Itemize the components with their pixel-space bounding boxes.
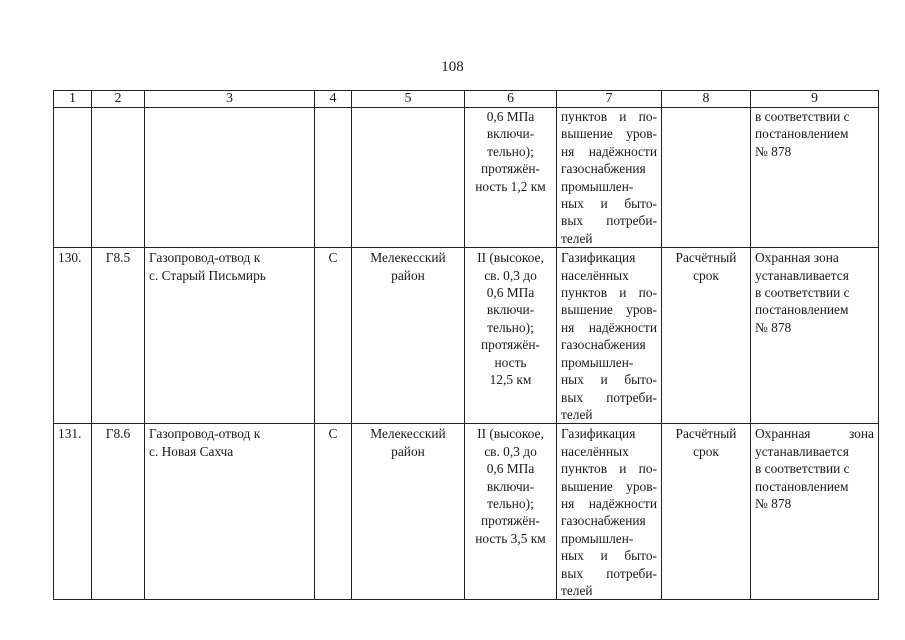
text-line: телей [561,230,593,246]
text-line: № 878 [755,495,792,511]
text-line: вышение уров- [561,302,657,318]
gas-pipeline-table [53,90,879,600]
column-header: 2 [92,91,145,108]
text-line: постановлением [755,302,849,318]
text-line: ность 1,2 км [475,178,546,194]
text-line: постановлением [755,126,849,142]
text-line: вых потреби- [561,213,657,229]
row-number-cell: 130. [54,248,92,424]
text-line: тельно); [487,495,534,511]
text-line: пунктов и по- [561,461,657,477]
text-line: Расчётный [675,426,737,442]
object-type-cell: С [315,424,352,600]
text-line: срок [693,443,719,459]
text-line: населённых [561,267,629,283]
text-line: вышение уров- [561,478,657,494]
text-line: устанавливается [755,267,849,283]
text-line: тельно); [487,319,534,335]
object-code-cell: Г8.5 [92,248,145,424]
column-header-row [54,91,879,108]
object-name-cell [145,248,315,424]
object-code-cell: Г8.6 [92,424,145,600]
purpose-cell [557,248,662,424]
text-line: с. Старый Письмирь [149,267,266,283]
text-line: срок [693,267,719,283]
column-header: 8 [662,91,751,108]
text-line: ных и быто- [561,196,657,212]
text-line: тельно); [487,143,534,159]
text-line: в соответствии с [755,285,850,301]
text-line: II (высокое, [477,250,544,266]
text-line: в соответствии с [755,461,850,477]
text-line: № 878 [755,319,792,335]
text-line: газоснабжения [561,161,646,177]
row-number-cell: 131. [54,424,92,600]
column-header: 1 [54,91,92,108]
column-header: 6 [465,91,557,108]
text-line: устанавливается [755,443,849,459]
text-line: протяжён- [480,161,541,177]
empty-cell [315,108,352,248]
text-line: Газификация [561,426,636,442]
text-line: пунктов и по- [561,109,657,124]
text-line: Газопровод-отвод к [149,250,261,266]
text-line: ня надёжности [561,319,657,335]
text-line: протяжён- [480,337,541,353]
purpose-cell [557,108,662,248]
column-header: 9 [751,91,879,108]
text-line: вых потреби- [561,565,657,581]
text-line: № 878 [755,143,792,159]
text-line: включи- [486,478,535,494]
note-cell [751,424,879,600]
object-type-cell: С [315,248,352,424]
text-line: ных и быто- [561,548,657,564]
text-line: 0,6 МПа [486,461,535,477]
text-line: ность [494,354,527,370]
text-line: включи- [486,126,535,142]
text-line: 0,6 МПа [486,285,535,301]
column-header: 4 [315,91,352,108]
text-line: телей [561,406,593,422]
text-line: включи- [486,302,535,318]
text-line: ность 3,5 км [475,530,546,546]
text-line: II (высокое, [477,426,544,442]
column-header: 3 [145,91,315,108]
empty-cell [54,108,92,248]
table-row [54,248,879,424]
object-name-cell [145,424,315,600]
empty-cell [352,108,465,248]
text-line: телей [561,582,593,598]
text-line: вышение уров- [561,126,657,142]
term-cell [662,424,751,600]
empty-cell [662,108,751,248]
text-line: св. 0,3 до [484,267,537,283]
note-cell [751,248,879,424]
params-cell [465,424,557,600]
text-line: 12,5 км [489,372,532,388]
text-line: район [391,443,425,459]
text-line: газоснабжения [561,337,646,353]
table-row [54,424,879,600]
note-cell [751,108,879,248]
text-line: Мелекесский [370,250,446,266]
text-line: населённых [561,443,629,459]
text-line: Мелекесский [370,426,446,442]
district-cell [352,248,465,424]
text-line: промышлен- [561,530,634,546]
text-line: район [391,267,425,283]
text-line: вых потреби- [561,389,657,405]
text-line: протяжён- [480,513,541,529]
text-line: Расчётный [675,250,737,266]
purpose-cell [557,424,662,600]
text-line: Охранная зона [755,426,874,442]
text-line: Охранная зона [755,250,839,266]
district-cell [352,424,465,600]
column-header: 7 [557,91,662,108]
text-line: Газификация [561,250,636,266]
term-cell [662,248,751,424]
column-header: 5 [352,91,465,108]
text-line: ня надёжности [561,143,657,159]
params-cell [465,108,557,248]
text-line: ных и быто- [561,372,657,388]
text-line: пунктов и по- [561,285,657,301]
text-line: постановлением [755,478,849,494]
text-line: в соответствии с [755,109,850,124]
continuation-row [54,108,879,248]
text-line: Газопровод-отвод к [149,426,261,442]
text-line: св. 0,3 до [484,443,537,459]
empty-cell [145,108,315,248]
empty-cell [92,108,145,248]
text-line: промышлен- [561,178,634,194]
text-line: 0,6 МПа [486,109,535,124]
text-line: ня надёжности [561,495,657,511]
text-line: с. Новая Сахча [149,443,234,459]
page-number: 108 [441,59,464,75]
text-line: промышлен- [561,354,634,370]
params-cell [465,248,557,424]
text-line: газоснабжения [561,513,646,529]
